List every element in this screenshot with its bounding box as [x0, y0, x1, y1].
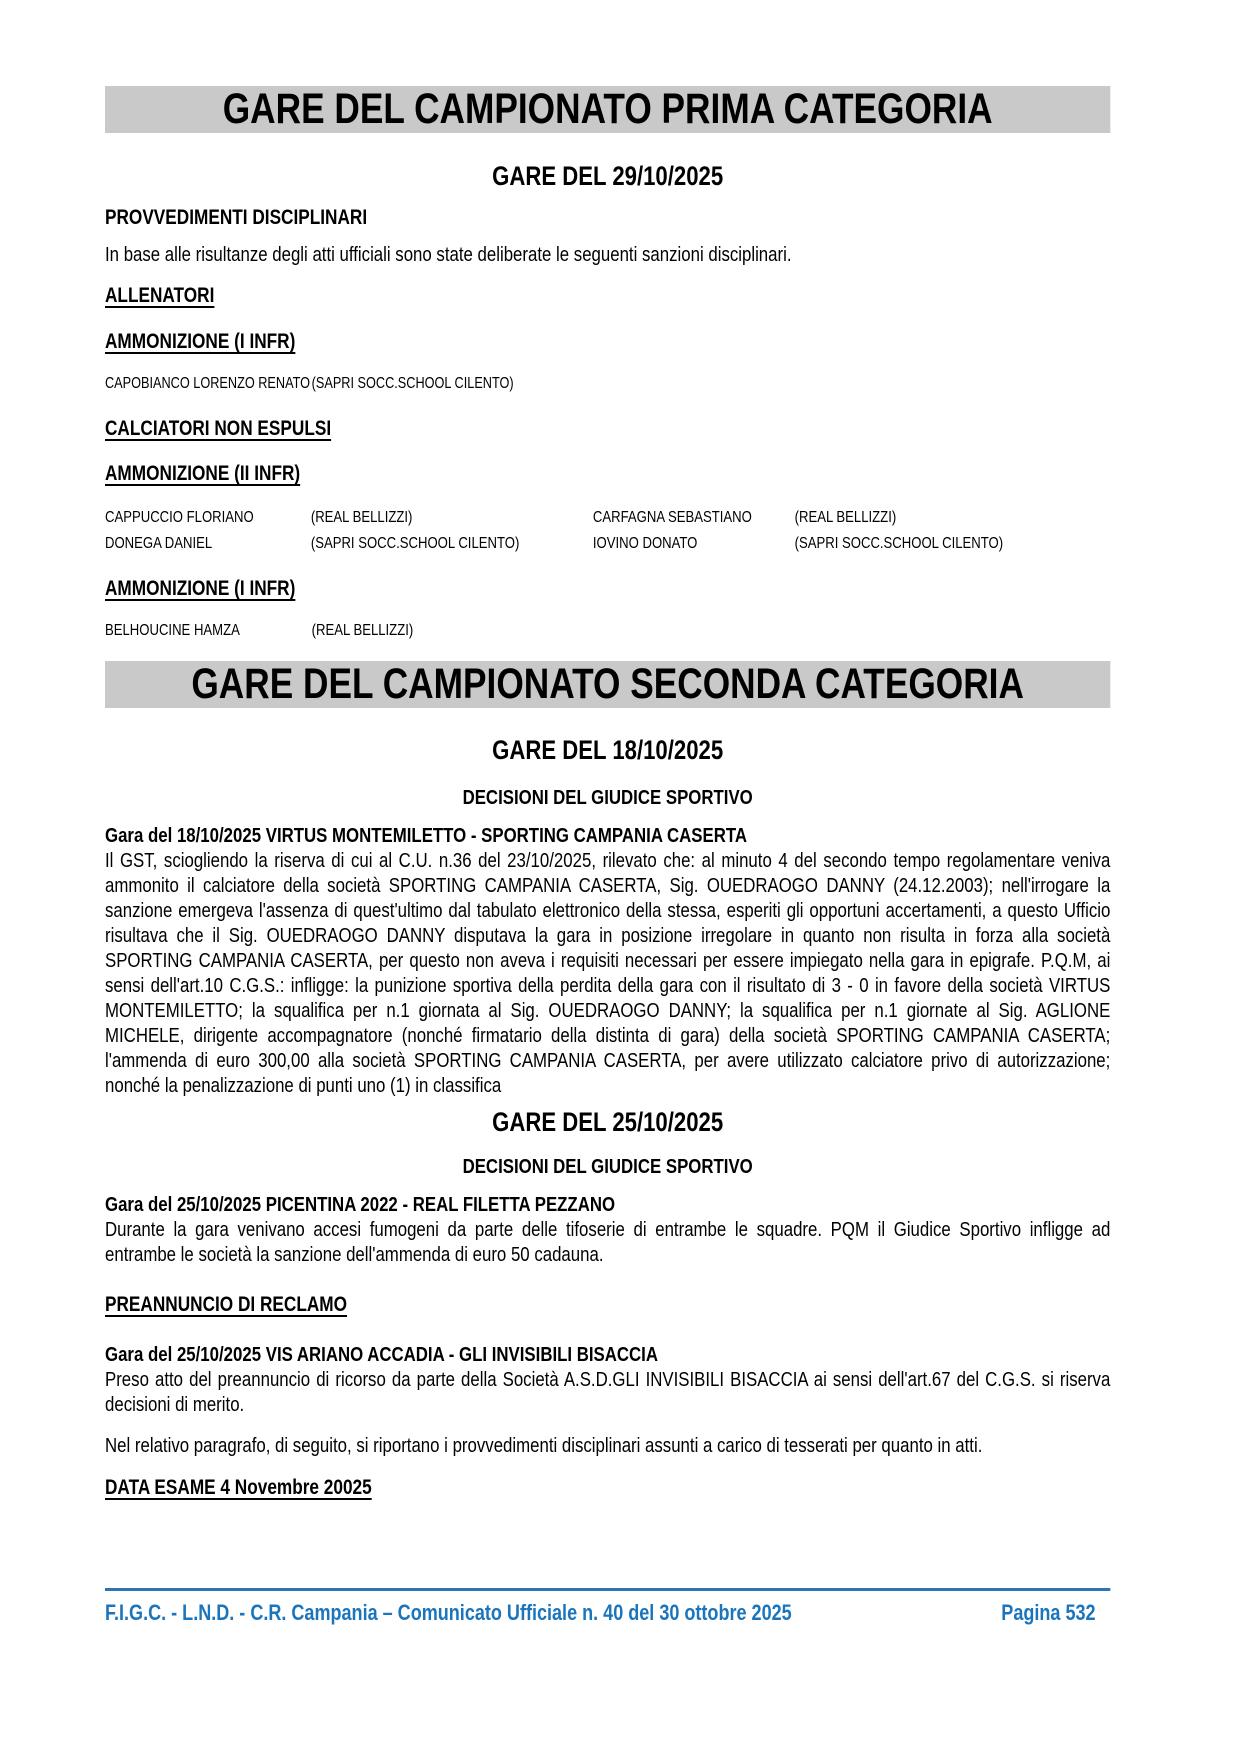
page-footer: [105, 1588, 1110, 1626]
player-club: (REAL BELLIZZI): [794, 509, 897, 526]
player-name: DONEGA DANIEL: [105, 535, 213, 552]
footer-communique-reference: F.I.G.C. - L.N.D. - C.R. Campania – Comunicato Ufficiale n. 40 del 30 ottobre 2025: [105, 1600, 792, 1625]
heading-gare-del-25-10-2025: GARE DEL 25/10/2025: [492, 1107, 724, 1137]
heading-gare-del-18-10-2025: GARE DEL 18/10/2025: [492, 735, 724, 765]
match-body: Durante la gara venivano accesi fumogeni da parte delle tifoserie di entrambe le squadre. PQM il Giudice Sportivo infligge ad entrambe le società la sanzione dell'ammenda di euro 50 cadauna.: [105, 1218, 1111, 1266]
player-club: (SAPRI SOCC.SCHOOL CILENTO): [311, 375, 514, 392]
match-title: Gara del 18/10/2025 VIRTUS MONTEMILETTO - SPORTING CAMPANIA CASERTA: [105, 824, 748, 847]
player-name: CAPPUCCIO FLORIANO: [105, 509, 254, 526]
sanctions-grid: [105, 505, 1110, 557]
heading-ammonizione-i-infr-2: AMMONIZIONE (I INFR): [105, 577, 296, 600]
player-club: (REAL BELLIZZI): [311, 622, 414, 639]
match-title: Gara del 25/10/2025 PICENTINA 2022 - REAL FILETTA PEZZANO: [105, 1193, 616, 1216]
player-name: BELHOUCINE HAMZA: [105, 622, 240, 639]
section-banner-seconda-categoria: GARE DEL CAMPIONATO SECONDA CATEGORIA: [105, 661, 1110, 708]
match-report-picentina: [105, 1192, 1110, 1267]
match-report-virtus-montemiletto: [105, 823, 1110, 1098]
sanction-entry: [105, 621, 1110, 641]
player-club: (SAPRI SOCC.SCHOOL CILENTO): [794, 535, 1004, 552]
match-body: Preso atto del preannuncio di ricorso da parte della Società A.S.D.GLI INVISIBILI BISACCIA ai sensi dell'art.67 del C.G.S. si riserva decisioni di merito.: [105, 1368, 1111, 1416]
section-banner-prima-categoria: GARE DEL CAMPIONATO PRIMA CATEGORIA: [105, 86, 1110, 133]
sanction-entry: [105, 374, 1110, 394]
player-name: CAPOBIANCO LORENZO RENATO: [105, 375, 311, 392]
heading-ammonizione-ii-infr: AMMONIZIONE (II INFR): [105, 462, 301, 485]
heading-decisioni-giudice-sportivo-2: DECISIONI DEL GIUDICE SPORTIVO: [462, 1155, 753, 1178]
footer-page-number: Pagina 532: [1001, 1600, 1096, 1625]
heading-ammonizione-i-infr: AMMONIZIONE (I INFR): [105, 330, 296, 353]
heading-preannuncio-di-reclamo: PREANNUNCIO DI RECLAMO: [105, 1293, 348, 1316]
document-content: [105, 0, 1110, 1626]
match-report-vis-ariano: [105, 1342, 1110, 1417]
paragraph-note: Nel relativo paragrafo, di seguito, si riportano i provvedimenti disciplinari assunti a carico di tesserati per quanto in atti.: [105, 1434, 983, 1457]
player-club: (REAL BELLIZZI): [310, 509, 413, 526]
heading-provvedimenti-disciplinari: PROVVEDIMENTI DISCIPLINARI: [105, 206, 368, 229]
player-name: IOVINO DONATO: [592, 535, 698, 552]
player-club: (SAPRI SOCC.SCHOOL CILENTO): [310, 535, 520, 552]
heading-gare-del-29-10-2025: GARE DEL 29/10/2025: [492, 161, 724, 191]
match-title: Gara del 25/10/2025 VIS ARIANO ACCADIA - GLI INVISIBILI BISACCIA: [105, 1343, 659, 1366]
heading-allenatori: ALLENATORI: [105, 284, 215, 307]
match-body: Il GST, sciogliendo la riserva di cui al C.U. n.36 del 23/10/2025, rilevato che: al minuto 4 del secondo tempo regolamentare veniva ammonito il calciatore della società SPORTING CAMPANIA CASERTA, Sig. OUEDRAOGO DANNY (24.12.2003); nell'irrogare la sanzione emergeva l'assenza di quest'ultimo dal tabulato elettronico della stessa, esperiti gli opportuni accertamenti, a questo Ufficio risultava che il Sig. OUEDRAOGO DANNY disputava la gara in posizione irregolare in quanto non risulta in forza alla società SPORTING CAMPANIA CASERTA, per questo non aveva i requisiti necessari per essere impiegato nella gara in epigrafe. P.Q.M, ai sensi dell'art.10 C.G.S.: infligge: la punizione sportiva della perdita della gara con il risultato di 3 - 0 in favore della società VIRTUS MONTEMILETTO; la squalifica per n.1 giornata al Sig. OUEDRAOGO DANNY; la squalifica per n.1 giornate al Sig. AGLIONE MICHELE, dirigente accompagnatore (nonché firmatario della distinta di gara) della società SPORTING CAMPANIA CASERTA; l'ammenda di euro 300,00 alla società SPORTING CAMPANIA CASERTA, per avere utilizzato calciatore privo di autorizzazione; nonché la penalizzazione di punti uno (1) in classifica: [105, 849, 1111, 1097]
heading-decisioni-giudice-sportivo-1: DECISIONI DEL GIUDICE SPORTIVO: [462, 786, 753, 809]
player-name: CARFAGNA SEBASTIANO: [592, 509, 752, 526]
paragraph-intro: In base alle risultanze degli atti ufficiali sono state deliberate le seguenti sanzioni disciplinari.: [105, 243, 792, 266]
heading-calciatori-non-espulsi: CALCIATORI NON ESPULSI: [105, 417, 332, 440]
heading-data-esame: DATA ESAME 4 Novembre 20025: [105, 1476, 372, 1499]
